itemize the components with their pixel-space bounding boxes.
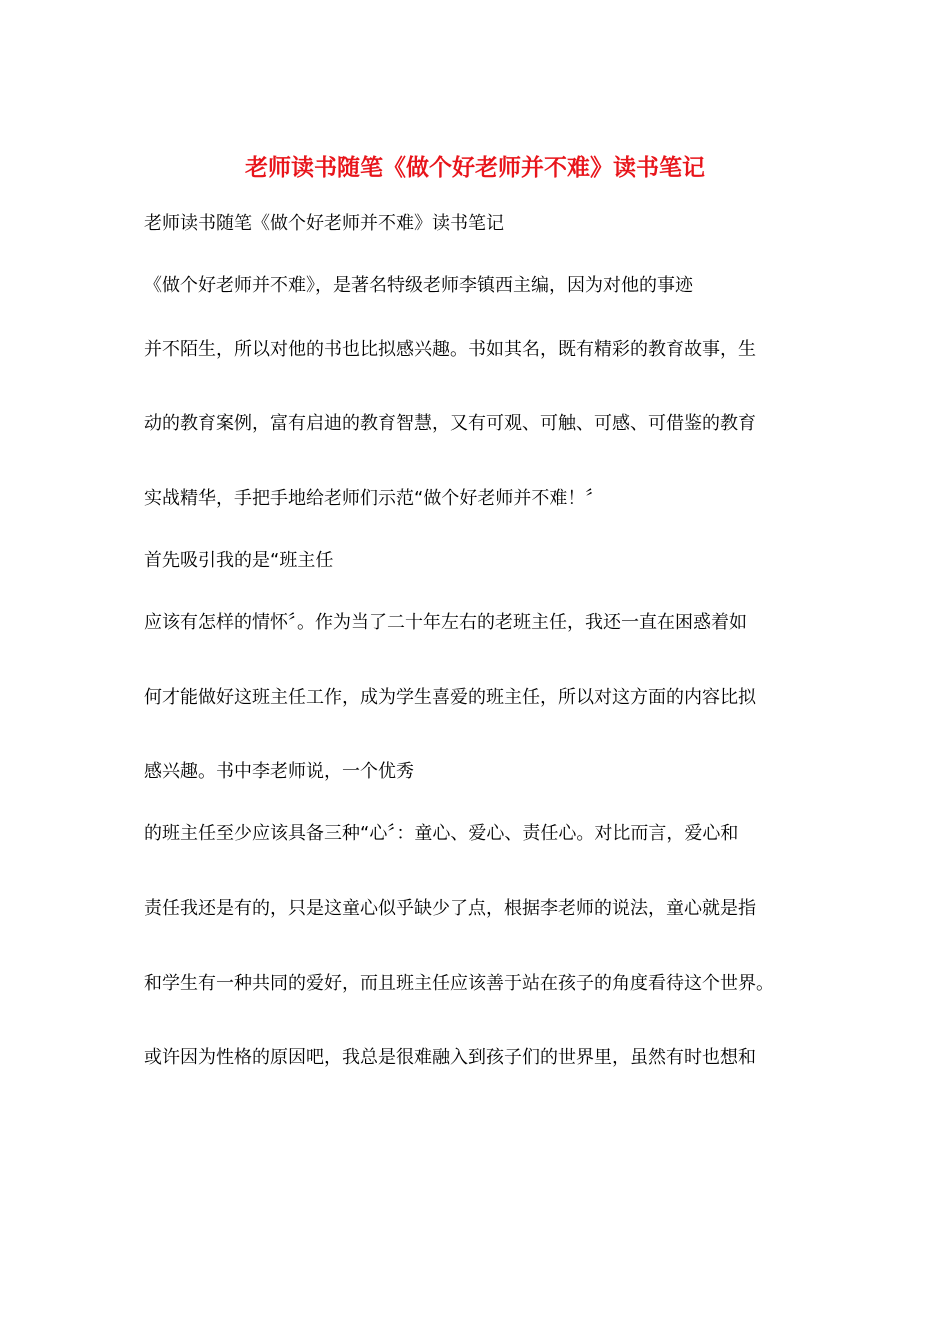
body-line-11: 责任我还是有的，只是这童心似乎缺少了点，根据李老师的说法，童心就是指	[144, 898, 756, 919]
body-line-7: 应该有怎样的情怀〞。作为当了二十年左右的老班主任，我还一直在困惑着如	[144, 612, 747, 633]
body-line-3: 并不陌生，所以对他的书也比拟感兴趣。书如其名，既有精彩的教育故事，生	[144, 339, 756, 360]
body-line-2: 《做个好老师并不难》，是著名特级老师李镇西主编，因为对他的事迹	[144, 275, 693, 296]
body-line-6: 首先吸引我的是“班主任	[144, 550, 334, 571]
body-line-4: 动的教育案例，富有启迪的教育智慧，又有可观、可触、可感、可借鉴的教育	[144, 413, 756, 434]
body-line-8: 何才能做好这班主任工作，成为学生喜爱的班主任，所以对这方面的内容比拟	[144, 687, 756, 708]
body-line-12: 和学生有一种共同的爱好，而且班主任应该善于站在孩子的角度看待这个世界。	[144, 973, 774, 994]
body-line-1: 老师读书随笔《做个好老师并不难》读书笔记	[144, 213, 504, 234]
body-line-10: 的班主任至少应该具备三种“心〞：童心、爱心、责任心。对比而言，爱心和	[144, 823, 739, 844]
body-line-5: 实战精华，手把手地给老师们示范“做个好老师并不难！〞	[144, 488, 604, 509]
body-line-13: 或许因为性格的原因吧，我总是很难融入到孩子们的世界里，虽然有时也想和	[144, 1047, 756, 1068]
body-line-9: 感兴趣。书中李老师说，一个优秀	[144, 761, 414, 782]
document-title: 老师读书随笔《做个好老师并不难》读书笔记	[245, 154, 705, 181]
